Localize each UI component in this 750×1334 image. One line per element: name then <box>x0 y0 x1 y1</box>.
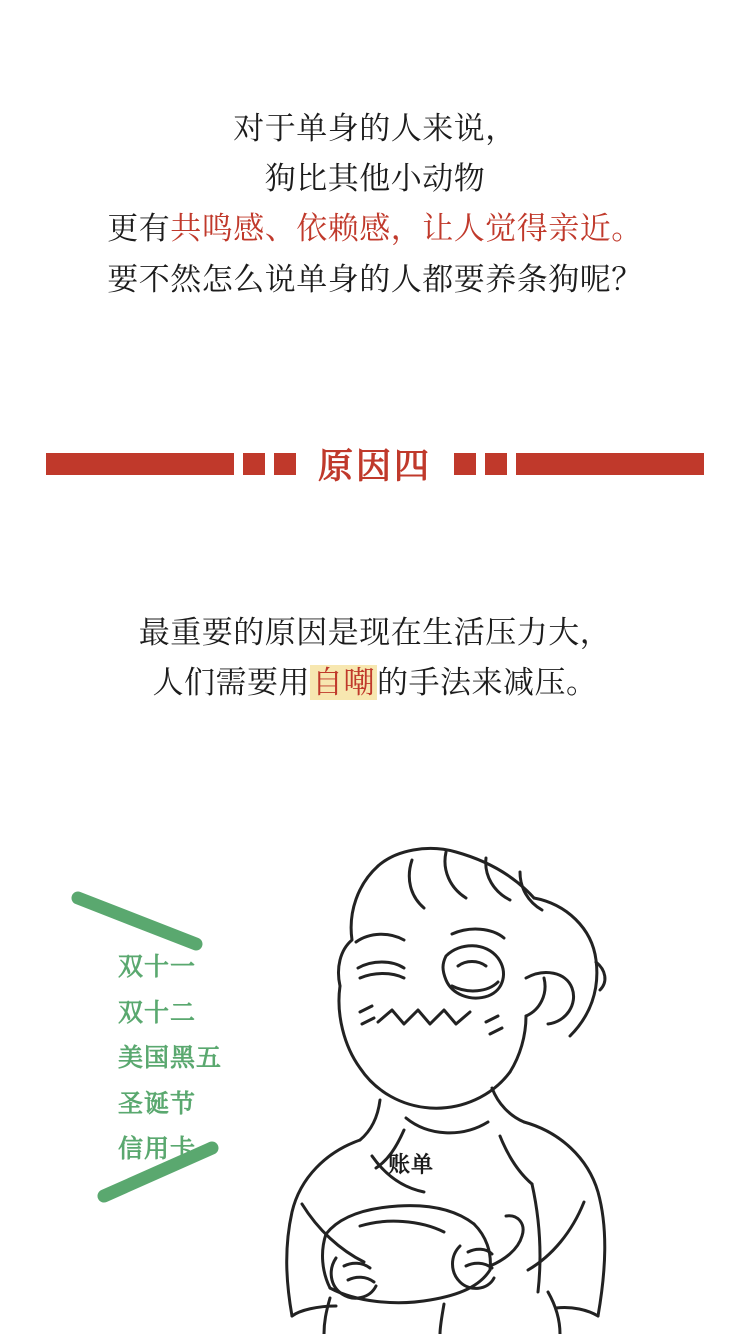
divider-tick <box>485 453 507 475</box>
green-list-item: 信用卡 <box>118 1135 197 1163</box>
paragraph-line-highlighted <box>0 658 750 708</box>
paragraph-line: 狗比其他小动物 <box>264 161 486 197</box>
bill-label: 账单 <box>388 1152 435 1177</box>
paragraph-text-plain: 更有 <box>107 211 171 247</box>
green-keyword-list <box>118 945 222 1173</box>
paragraph-block-two <box>0 608 750 708</box>
divider-bar-right <box>516 453 704 475</box>
paragraph-text-suffix: 的手法来减压。 <box>377 665 598 701</box>
paragraph-block-one <box>0 104 750 305</box>
green-list-item: 双十一 <box>118 953 197 981</box>
divider-tick <box>243 453 265 475</box>
paragraph-text-highlight: 自嘲 <box>312 665 375 701</box>
section-divider <box>0 432 750 496</box>
paragraph-text-accent: 共鸣感、依赖感，让人觉得亲近。 <box>170 211 643 247</box>
paragraph-line: 要不然怎么说单身的人都要养条狗呢？ <box>107 261 643 297</box>
paragraph-line: 最重要的原因是现在生活压力大， <box>138 615 612 650</box>
paragraph-line: 对于单身的人来说， <box>233 111 517 146</box>
divider-bar-left <box>46 453 234 475</box>
green-list-item: 双十二 <box>118 998 197 1027</box>
divider-tick <box>274 453 296 475</box>
divider-tick <box>454 453 476 475</box>
paragraph-line-accented <box>0 204 750 254</box>
illustration-man-with-bill <box>0 800 750 1334</box>
green-list-item: 美国黑五 <box>118 1044 223 1072</box>
paragraph-text-prefix: 人们需要用 <box>152 665 310 701</box>
green-list-item: 圣诞节 <box>118 1089 197 1118</box>
section-title: 原因四 <box>317 447 432 486</box>
